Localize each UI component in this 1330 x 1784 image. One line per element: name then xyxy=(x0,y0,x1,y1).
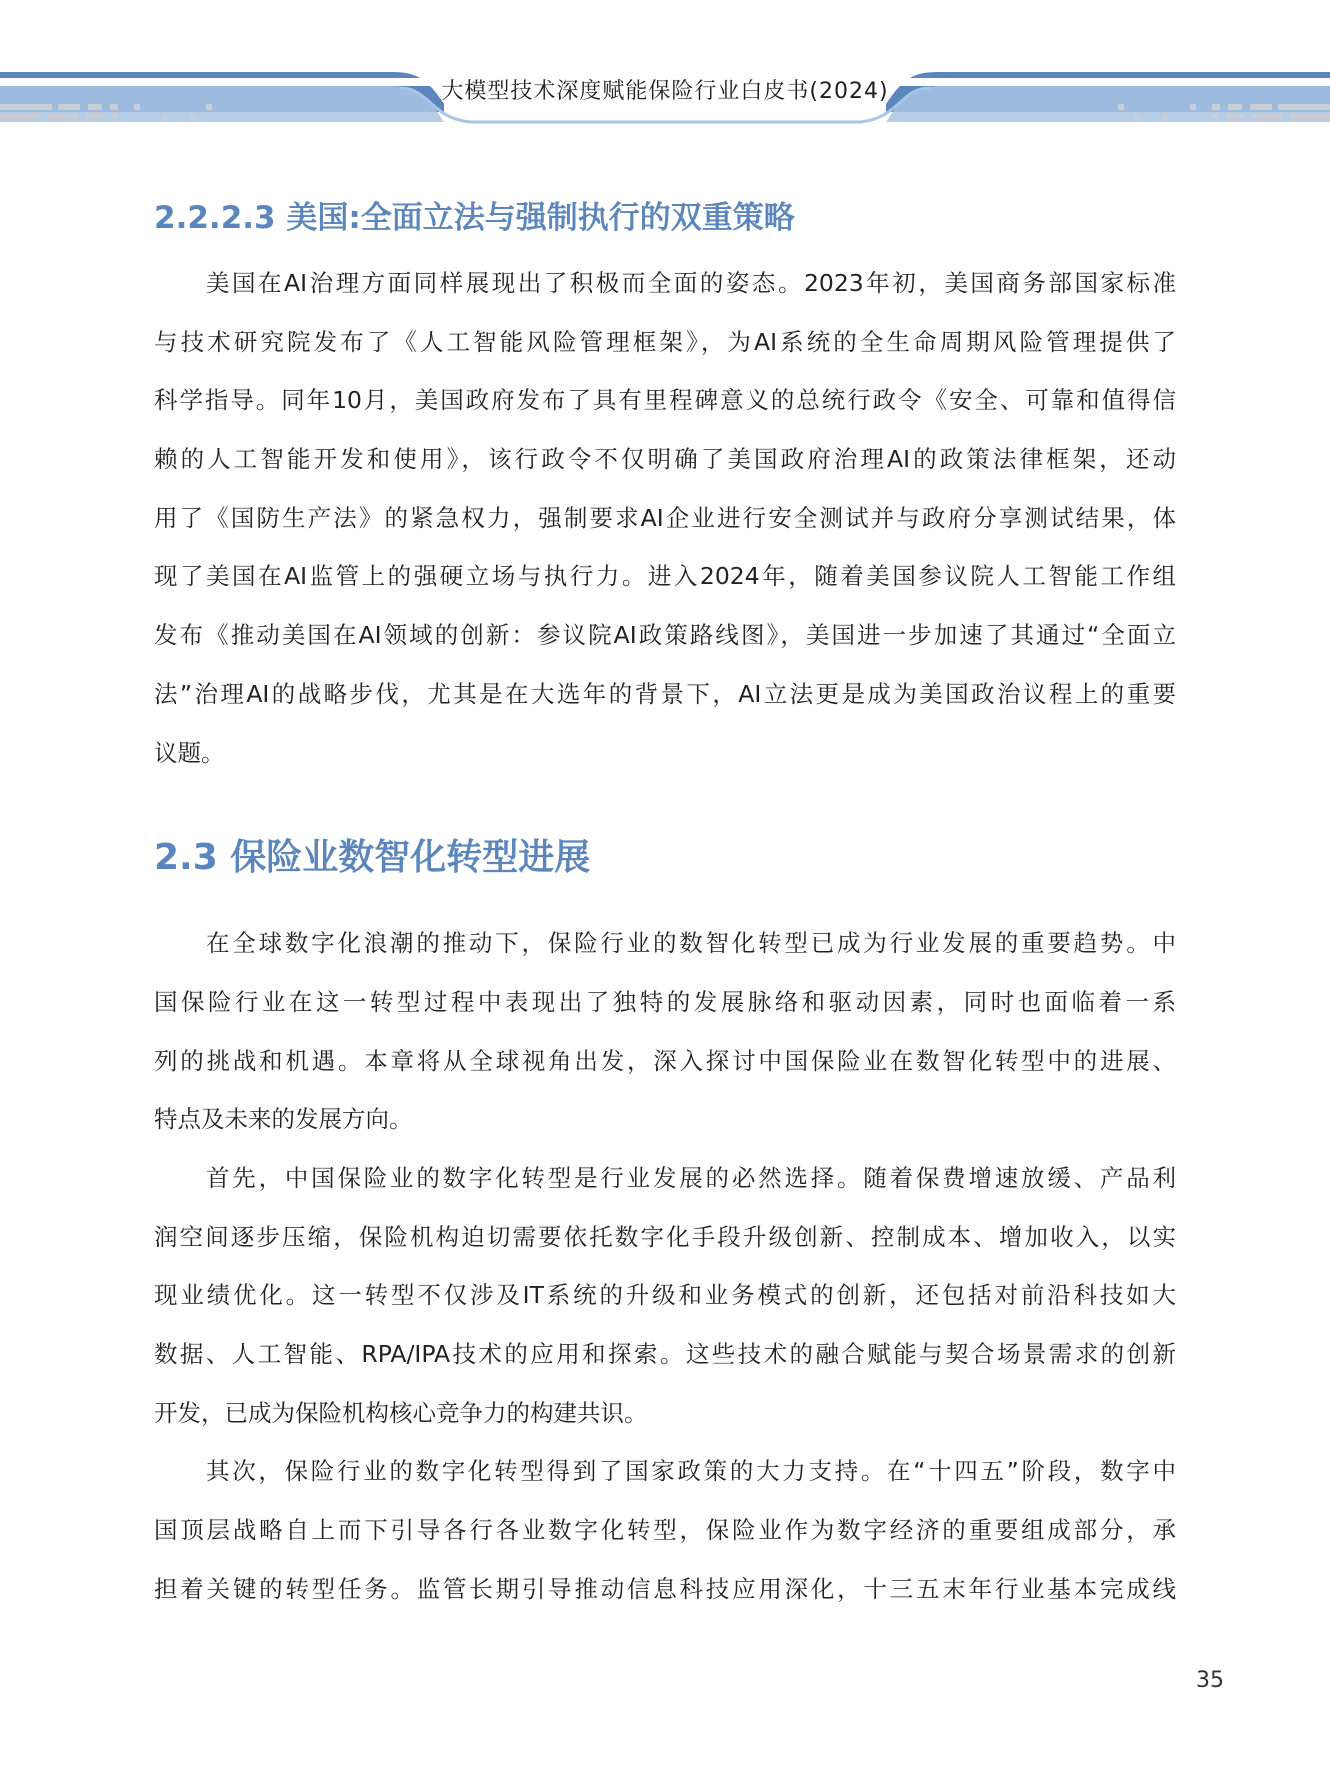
text-line: 国保险行业在这一转型过程中表现出了独特的发展脉络和驱动因素，同时也面临着一系 xyxy=(154,987,1176,1016)
text-line: 在全球数字化浪潮的推动下，保险行业的数智化转型已成为行业发展的重要趋势。中 xyxy=(206,929,1176,958)
text-line: 议题。 xyxy=(154,738,225,767)
text-line: 现了美国在AI监管上的强硬立场与执行力。进入2024年，随着美国参议院人工智能工作组 xyxy=(154,562,1176,591)
text-line: 担着关键的转型任务。监管长期引导推动信息科技应用深化，十三五末年行业基本完成线 xyxy=(154,1574,1176,1603)
text-line: 现业绩优化。这一转型不仅涉及IT系统的升级和业务模式的创新，还包括对前沿科技如大 xyxy=(154,1281,1176,1310)
text-line: 特点及未来的发展方向。 xyxy=(154,1105,413,1134)
text-line: 科学指导。同年10月，美国政府发布了具有里程碑意义的总统行政令《安全、可靠和值得信 xyxy=(154,386,1176,415)
header-title: 大模型技术深度赋能保险行业白皮书(2024) xyxy=(441,79,889,104)
paragraph xyxy=(154,1442,1176,1618)
header-decoration xyxy=(0,0,1330,135)
text-line: 开发，已成为保险机构核心竞争力的构建共识。 xyxy=(154,1398,648,1427)
text-line: 首先，中国保险业的数字化转型是行业发展的必然选择。随着保费增速放缓、产品利 xyxy=(206,1163,1176,1192)
page-body xyxy=(154,190,1176,1618)
paragraph xyxy=(154,254,1176,782)
text-line: 列的挑战和机遇。本章将从全球视角出发，深入探讨中国保险业在数智化转型中的进展、 xyxy=(154,1046,1176,1075)
text-line: 美国在AI治理方面同样展现出了积极而全面的姿态。2023年初，美国商务部国家标准 xyxy=(206,269,1176,297)
text-line: 其次，保险行业的数字化转型得到了国家政策的大力支持。在“十四五”阶段，数字中 xyxy=(206,1457,1176,1486)
paragraph xyxy=(154,914,1176,1149)
text-line: 与技术研究院发布了《人工智能风险管理框架》，为AI系统的全生命周期风险管理提供了 xyxy=(154,327,1176,356)
text-line: 法”治理AI的战略步伐，尤其是在大选年的背景下，AI立法更是成为美国政治议程上的重要 xyxy=(154,679,1176,708)
text-line: 数据、人工智能、RPA/IPA技术的应用和探索。这些技术的融合赋能与契合场景需求的创新 xyxy=(154,1340,1176,1368)
text-line: 用了《国防生产法》的紧急权力，强制要求AI企业进行安全测试并与政府分享测试结果，体 xyxy=(154,503,1176,532)
text-line: 赖的人工智能开发和使用》，该行政令不仅明确了美国政府治理AI的政策法律框架，还动 xyxy=(154,445,1176,474)
paragraph xyxy=(154,1149,1176,1442)
section-heading: 2.3 保险业数智化转型进展 xyxy=(154,837,591,879)
text-line: 润空间逐步压缩，保险机构迫切需要依托数字化手段升级创新、控制成本、增加收入，以实 xyxy=(154,1222,1176,1251)
section-heading: 2.2.2.3 美国:全面立法与强制执行的双重策略 xyxy=(154,200,795,236)
page-number: 35 xyxy=(1196,1668,1224,1693)
text-line: 发布《推动美国在AI领域的创新：参议院AI政策路线图》，美国进一步加速了其通过“全面立 xyxy=(154,621,1176,650)
text-line: 国顶层战略自上而下引导各行各业数字化转型，保险业作为数字经济的重要组成部分，承 xyxy=(154,1516,1176,1545)
